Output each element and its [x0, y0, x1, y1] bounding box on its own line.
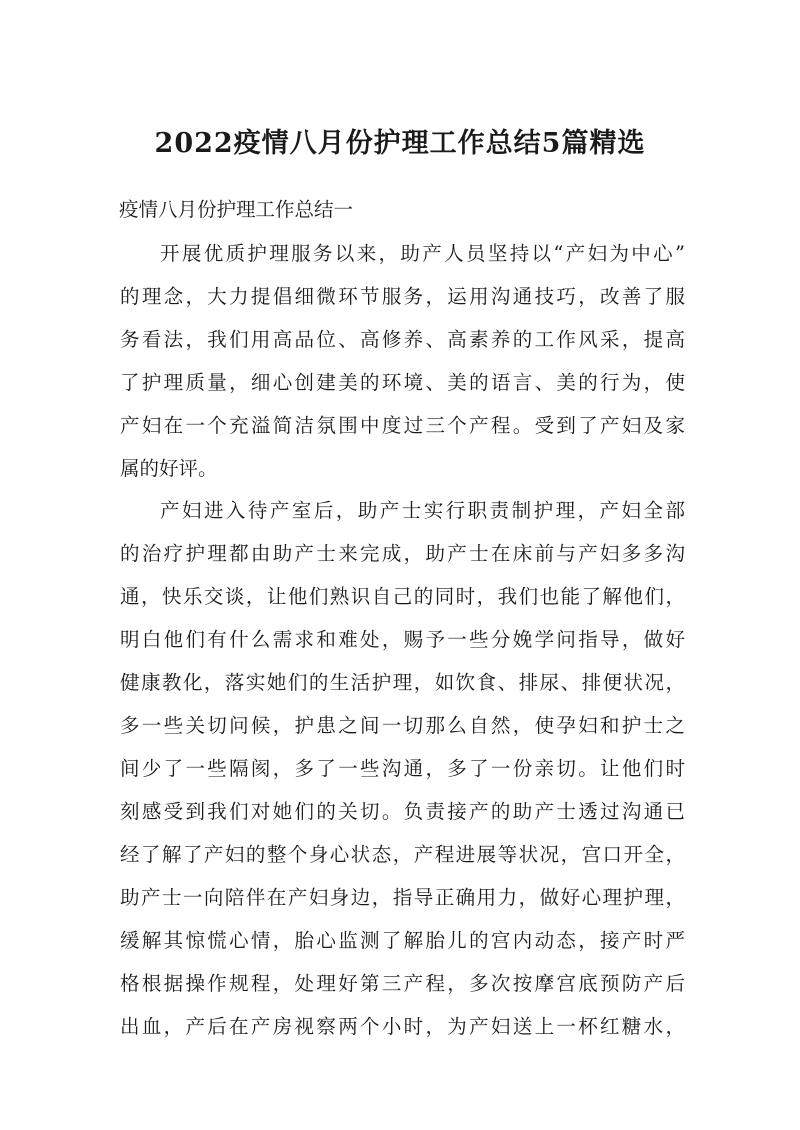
paragraph-line: 刻感受到我们对她们的关切。负责接产的助产士透过沟通已 — [120, 800, 685, 823]
paragraph-line: 了护理质量，细心创建美的环境、美的语言、美的行为，使 — [120, 371, 685, 394]
paragraph-line: 格根据操作规程，处理好第三产程，多次按摩宫底预防产后 — [120, 972, 685, 995]
paragraph-line: 开展优质护理服务以来，助产人员坚持以“产妇为中心” — [160, 242, 685, 265]
paragraph-line: 出血，产后在产房视察两个小时，为产妇送上一杯红糖水， — [120, 1015, 685, 1038]
document-title: 2022疫情八月份护理工作总结5篇精选 — [154, 128, 646, 159]
paragraph-line: 通，快乐交谈，让他们熟识自己的同时，我们也能了解他们， — [120, 585, 685, 608]
paragraph-line: 的理念，大力提倡细微环节服务，运用沟通技巧，改善了服 — [120, 285, 685, 308]
paragraph-line: 间少了一些隔阂，多了一些沟通，多了一份亲切。让他们时 — [120, 757, 685, 780]
paragraph-line: 经了解了产妇的整个身心状态，产程进展等状况，宫口开全， — [120, 843, 685, 866]
paragraph-line: 健康教化，落实她们的生活护理，如饮食、排尿、排便状况， — [120, 671, 685, 694]
paragraph-line: 明白他们有什么需求和难处，赐予一些分娩学问指导，做好 — [120, 628, 685, 651]
paragraph-line: 属的好评。 — [120, 457, 218, 480]
paragraph-line: 的治疗护理都由助产士来完成，助产士在床前与产妇多多沟 — [120, 542, 685, 565]
paragraph-line: 产妇在一个充溢简洁氛围中度过三个产程。受到了产妇及家 — [120, 414, 685, 437]
paragraph-line: 助产士一向陪伴在产妇身边，指导正确用力，做好心理护理， — [120, 886, 685, 909]
paragraph-line: 务看法，我们用高品位、高修养、高素养的工作风采，提高 — [120, 328, 685, 351]
section-heading: 疫情八月份护理工作总结一 — [119, 198, 354, 221]
paragraph-line: 产妇进入待产室后，助产士实行职责制护理，产妇全部 — [160, 499, 685, 522]
paragraph-line: 多一些关切问候，护患之间一切那么自然，使孕妇和护士之 — [120, 714, 685, 737]
paragraph-line: 缓解其惊慌心情，胎心监测了解胎儿的宫内动态，接产时严 — [120, 929, 685, 952]
